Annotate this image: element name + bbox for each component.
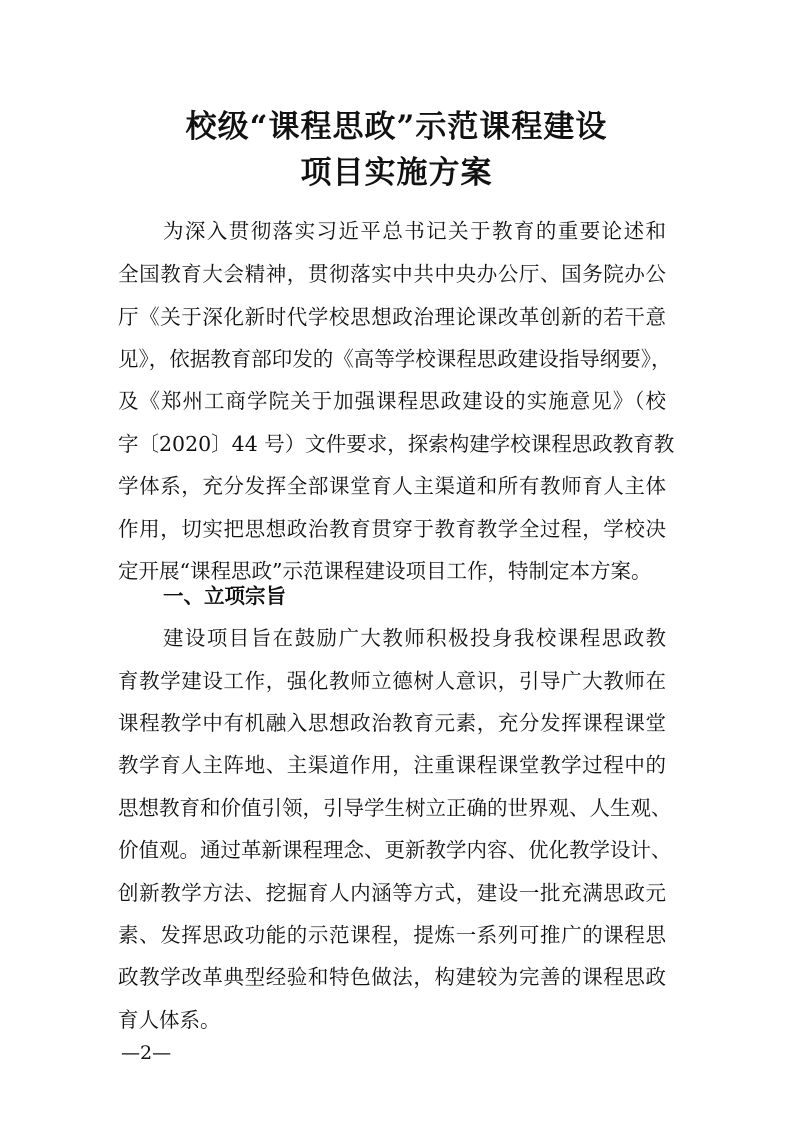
document-title-line-1: 校级“课程思政”示范课程建设	[185, 109, 608, 145]
intro-line: 定开展“课程思政”示范课程建设项目工作，特制定本方案。	[118, 559, 652, 583]
document-title-line-2: 项目实施方案	[300, 155, 493, 191]
section-line: 创新教学方法、挖掘育人内涵等方式，建设一批充满思政元	[118, 881, 666, 905]
section-line: 教学育人主阵地、主渠道作用，注重课程课堂教学过程中的	[118, 753, 666, 777]
page-number: —2—	[121, 1042, 172, 1064]
intro-line: 及《郑州工商学院关于加强课程思政建设的实施意见》（校	[118, 389, 666, 413]
intro-line: 见》，依据教育部印发的《高等学校课程思政建设指导纲要》，	[118, 347, 672, 371]
intro-line: 全国教育大会精神，贯彻落实中共中央办公厅、国务院办公	[118, 262, 666, 286]
section-line: 价值观。通过革新课程理念、更新教学内容、优化教学设计、	[118, 838, 672, 862]
section-line: 建设项目旨在鼓励广大教师积极投身我校课程思政教	[163, 626, 666, 650]
intro-line: 字〔2020〕44 号）文件要求，探索构建学校课程思政教育教	[118, 432, 675, 456]
section-line: 素、发挥思政功能的示范课程，提炼一系列可推广的课程思	[118, 923, 666, 947]
intro-line: 为深入贯彻落实习近平总书记关于教育的重要论述和	[163, 219, 666, 243]
section-line: 育教学建设工作，强化教师立德树人意识，引导广大教师在	[118, 669, 666, 693]
intro-line: 学体系，充分发挥全部课堂育人主渠道和所有教师育人主体	[118, 474, 666, 498]
section-line: 思想教育和价值引领，引导学生树立正确的世界观、人生观、	[118, 796, 672, 820]
intro-line: 作用，切实把思想政治教育贯穿于教育教学全过程，学校决	[118, 517, 666, 541]
section-line: 课程教学中有机融入思想政治教育元素，充分发挥课程课堂	[118, 711, 666, 735]
section-heading: 一、立项宗旨	[163, 584, 286, 608]
section-line: 育人体系。	[118, 1008, 221, 1032]
intro-line: 厅《关于深化新时代学校思想政治理论课改革创新的若干意	[118, 305, 666, 329]
section-line: 政教学改革典型经验和特色做法，构建较为完善的课程思政	[118, 965, 666, 989]
